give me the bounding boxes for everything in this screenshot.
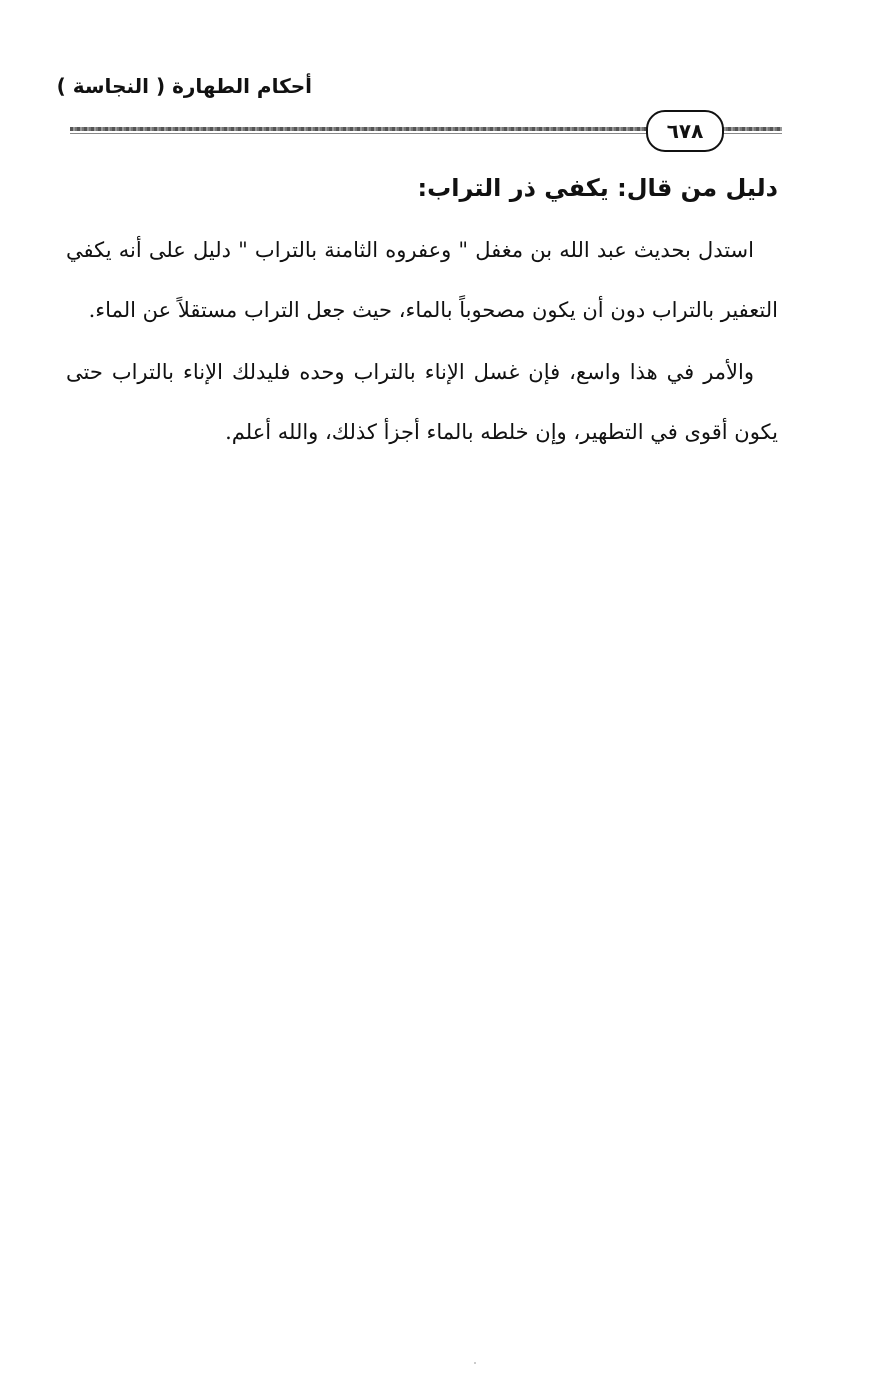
section-heading: دليل من قال: يكفي ذر التراب: [417,174,778,202]
footer-mark [474,1362,476,1364]
running-title: أحكام الطهارة ( النجاسة ) [56,74,312,98]
page-content [66,166,778,464]
page-number: ٦٧٨ [646,110,724,152]
paragraph-1: استدل بحديث عبد الله بن مغفل " وعفروه الثامنة بالتراب " دليل على أنه يكفي التعفير بالتراب دون أن يكون مصحوباً بالماء، حيث جعل التراب مستقلاً عن الماء. [66,238,778,322]
paragraph-2: والأمر في هذا واسع، فإن غسل الإناء بالتراب وحده فليدلك الإناء بالتراب حتى يكون أقوى في التطهير، وإن خلطه بالماء أجزأ كذلك، والله أعلم. [66,360,778,444]
